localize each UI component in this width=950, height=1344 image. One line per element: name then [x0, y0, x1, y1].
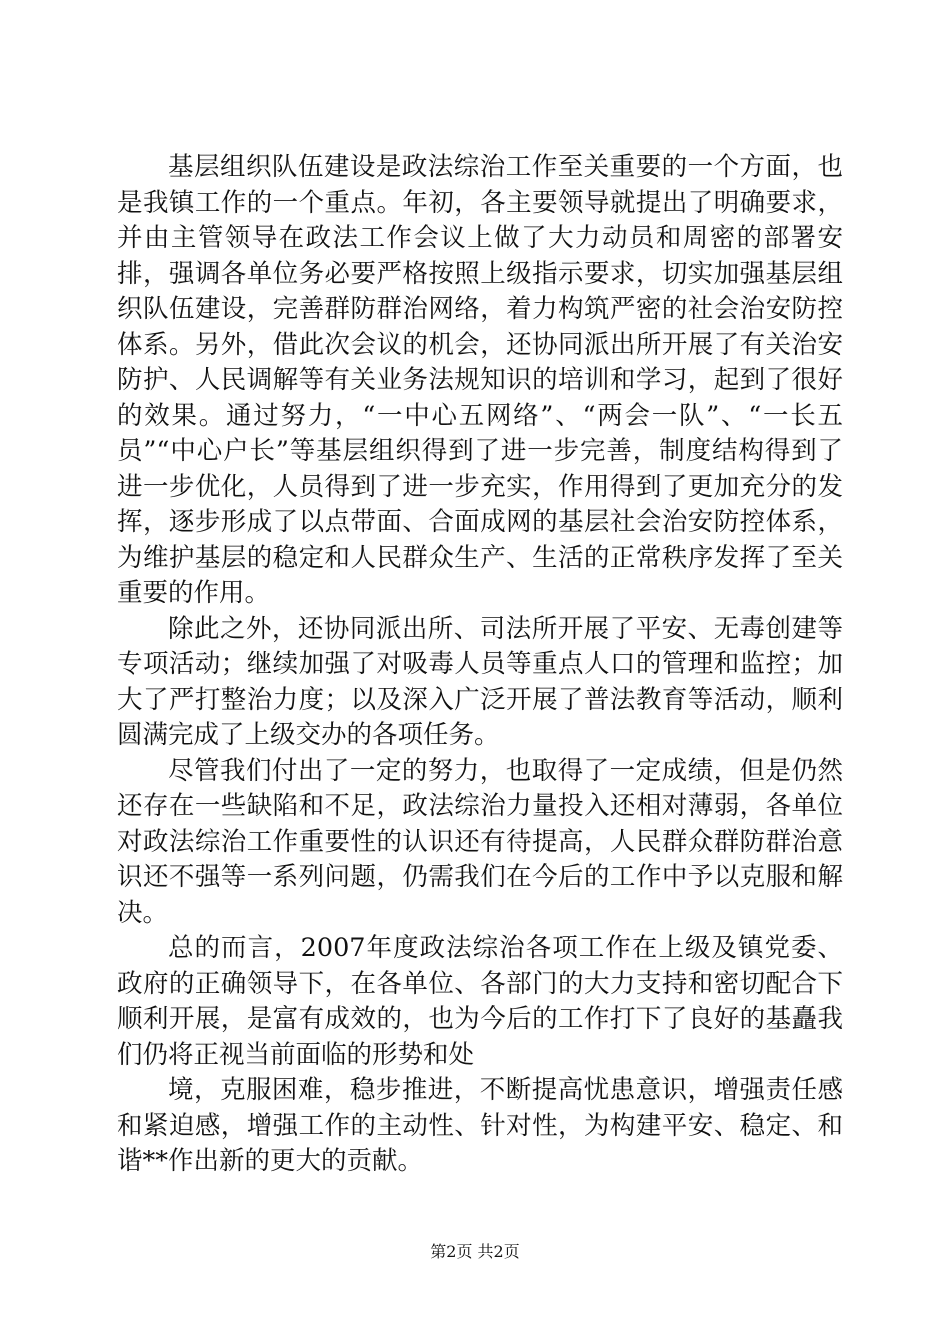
paragraph-closing: 境，克服困难，稳步推进，不断提高忧患意识，增强责任感和紧迫感，增强工作的主动性、针对性，为构建平安、稳定、和谐**作出新的更大的贡献。: [117, 1075, 843, 1176]
document-body: [117, 150, 843, 1180]
page-number-footer: 第2页 共2页: [430, 1242, 520, 1261]
paragraph-summary: 总的而言，2007年度政法综治各项工作在上级及镇党委、政府的正确领导下，在各单位、各部门的大力支持和密切配合下顺利开展，是富有成效的，也为今后的工作打下了良好的基矗我们仍将正视当前面临的形势和处: [117, 933, 843, 1070]
paragraph-shortcomings: 尽管我们付出了一定的努力，也取得了一定成绩，但是仍然还存在一些缺陷和不足，政法综治力量投入还相对薄弱，各单位对政法综治工作重要性的认识还有待提高，人民群众群防群治意识还不强等一系列问题，仍需我们在今后的工作中予以克服和解决。: [117, 755, 843, 928]
paragraph-special-activities: 除此之外，还协同派出所、司法所开展了平安、无毒创建等专项活动；继续加强了对吸毒人员等重点人口的管理和监控；加大了严打整治力度；以及深入广泛开展了普法教育等活动，顺利圆满完成了上级交办的各项任务。: [117, 613, 843, 750]
paragraph-organization-building: 基层组织队伍建设是政法综治工作至关重要的一个方面，也是我镇工作的一个重点。年初，各主要领导就提出了明确要求，并由主管领导在政法工作会议上做了大力动员和周密的部署安排，强调各单位务必要严格按照上级指示要求，切实加强基层组织队伍建设，完善群防群治网络，着力构筑严密的社会治安防控体系。另外，借此次会议的机会，还协同派出所开展了有关治安防护、人民调解等有关业务法规知识的培训和学习，起到了很好的效果。通过努力，“一中心五网络”、“两会一队”、“一长五员”“中心户长”等基层组织得到了进一步完善，制度结构得到了进一步优化，人员得到了进一步充实，作用得到了更加充分的发挥，逐步形成了以点带面、合面成网的基层社会治安防控体系，为维护基层的稳定和人民群众生产、生活的正常秩序发挥了至关重要的作用。: [117, 152, 843, 608]
